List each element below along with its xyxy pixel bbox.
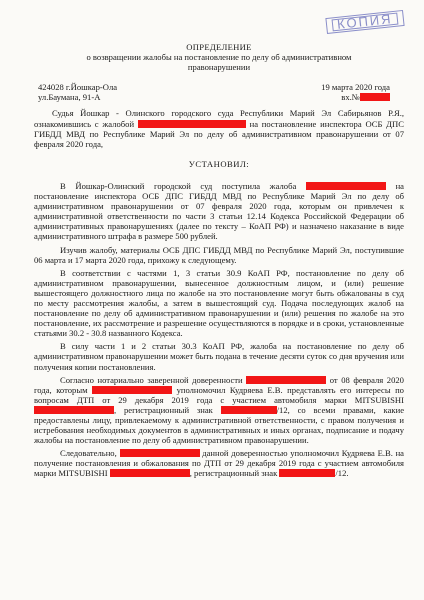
p5-text-e: /12, со всеми правами, какие предоставлены лицу, привлекаемому к административной ответственности, с правом получения и истребования необходимых документов в административных и иных органах, подписание и подачу жалобы на постановление по делу об административном правонарушении. — [34, 404, 405, 446]
address-line-2: ул.Баумана, 91-А — [38, 92, 101, 103]
case-number-label: вх.№ — [341, 92, 360, 103]
judge-text-b: на постановление инспектора ОСБ ДПС ГИБДД МВД по Республике Марий Эл по делу об административном правонарушении от 07 февраля 2020 года, — [34, 118, 404, 149]
p6-text-d: /12. — [335, 468, 349, 479]
copy-stamp-text: КОПИЯ — [332, 13, 399, 32]
address-line-1: 424028 г.Йошкар-Ола — [38, 82, 118, 93]
paragraph-6 — [34, 448, 404, 478]
p5-text-d: , регистрационный знак — [114, 404, 213, 415]
case-number — [321, 92, 390, 102]
p6-text-b: данной доверенностью уполномочил Кудряева Е.В. на получение постановления и обжалования по ДТП от 29 декабря 2019 года с участием автомобиля марки MITSUBISHI — [34, 448, 404, 479]
redaction — [120, 449, 200, 457]
judge-paragraph — [34, 108, 404, 148]
paragraph-4: В силу части 1 и 2 статьи 30.3 КоАП РФ, жалоба на постановление по делу об административном правонарушении может быть подана в течение десяти суток со дня вручения или получения копии постановления. — [34, 341, 404, 372]
p5-text-a: Согласно нотариально заверенной доверенности — [60, 374, 243, 385]
judge-text-a: Судья Йошкар - Олинского городского суда Республики Марий Эл Сабирьянов Р.Я., ознакомившись с жалобой — [34, 108, 404, 129]
redaction — [34, 406, 114, 414]
paragraph-2: Изучив жалобу, материалы ОСБ ДПС ГИБДД МВД по Республике Марий Эл, поступившие 06 марта и 17 марта 2020 года, прихожу к следующему. — [34, 244, 404, 265]
redaction — [221, 406, 277, 414]
document-date: 19 марта 2020 года — [321, 82, 390, 93]
redaction — [360, 93, 390, 101]
established-heading: УСТАНОВИЛ: — [188, 158, 250, 169]
redaction — [92, 386, 172, 394]
redaction — [246, 376, 326, 384]
document-title: ОПРЕДЕЛЕНИЕ — [186, 42, 252, 52]
document-subtitle: о возвращении жалобы на постановление по делу об административном правонарушении — [86, 52, 352, 73]
redaction — [306, 182, 386, 190]
p1-text-b: на постановление инспектора ОСБ ДПС ГИБДД МВД по Республике Марий Эл по делу об административном правонарушении от 07 февраля 2020 года, которым он привлечен к административной ответственности по части 3 статьи 12.14 Кодекса Российской Федерации об административных правонарушениях (далее по тексту – КоАП РФ) и назначено наказание в виде административного штрафа в размере 500 рублей. — [34, 180, 404, 242]
date-block — [321, 82, 404, 102]
paragraph-1 — [34, 181, 404, 242]
p5-text-b: от 08 февраля 2020 года, которым — [34, 374, 404, 395]
redaction — [110, 469, 190, 477]
redaction — [279, 469, 335, 477]
paragraph-3: В соответствии с частями 1, 3 статьи 30.9 КоАП РФ, постановление по делу об административном правонарушении, вынесенное должностным лицом, и (или) решение вышестоящего должностного лица по жалобе на это постановление могут быть обжалованы в суд по месту рассмотрения жалобы, а затем в вышестоящий суд. Подача последующих жалоб на постановление по делу об административном правонарушении и (или) решения по жалобе на это постановление, их рассмотрение и разрешение осуществляются в порядке и в сроки, установленные статьями 30.2 - 30.8 названного Кодекса. — [34, 267, 404, 339]
p5-text-c: уполномочил Кудряева Е.В. представлять его интересы по вопросам ДТП от 29 декабря 2019 года с участием автомобиля марки MITSUBISHI — [34, 384, 404, 405]
paragraph-5 — [34, 375, 404, 446]
court-address — [38, 82, 117, 102]
copy-stamp — [326, 10, 405, 34]
redaction — [138, 120, 246, 128]
p6-text-a: Следовательно, — [60, 448, 117, 459]
header-row — [34, 82, 404, 102]
p1-text-a: В Йошкар-Олинский городской суд поступила жалоба — [60, 180, 297, 191]
p6-text-c: , регистрационный знак — [189, 468, 278, 479]
